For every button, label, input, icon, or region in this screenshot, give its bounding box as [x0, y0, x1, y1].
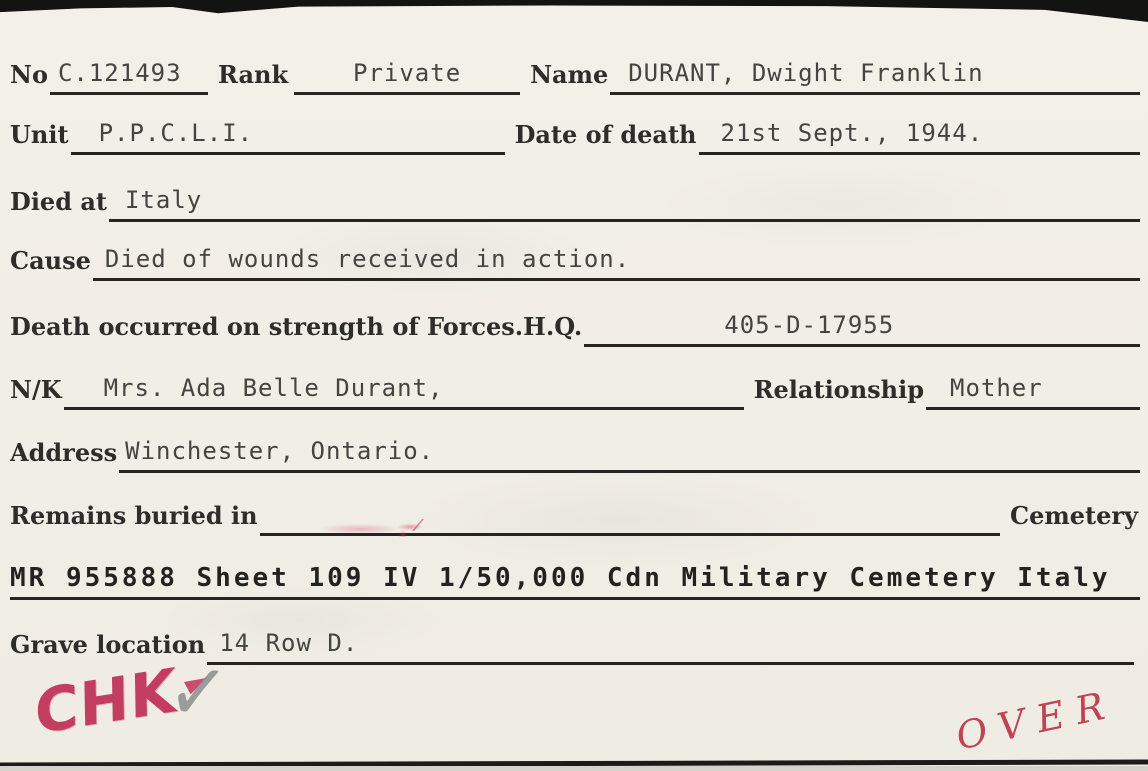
- map-reference-value: MR 955888 Sheet 109 IV 1/50,000 Cdn Military Cemetery Italy: [10, 561, 1140, 600]
- name-label: Name: [530, 60, 609, 89]
- grave-location-value: 14 Row D.: [207, 626, 1134, 665]
- field-row-remains-buried: [10, 496, 1140, 536]
- cause-value: Died of wounds received in action.: [93, 242, 1140, 281]
- remains-buried-label: Remains buried in: [10, 501, 258, 530]
- address-label: Address: [10, 438, 118, 467]
- scan-edge-top: [0, 0, 1148, 22]
- field-row-unit-date: [10, 115, 1140, 155]
- next-of-kin-label: N/K: [10, 375, 62, 404]
- forces-hq-label: Death occurred on strength of Forces.H.Q.: [10, 312, 583, 341]
- field-row-no-rank-name: [10, 55, 1140, 95]
- rank-value: Private: [294, 56, 520, 95]
- address-value: Winchester, Ontario.: [119, 434, 1140, 473]
- died-at-value: Italy: [109, 183, 1140, 222]
- date-of-death-value: 21st Sept., 1944.: [699, 116, 1141, 155]
- rank-label: Rank: [217, 60, 289, 89]
- no-value: C.121493: [50, 56, 208, 95]
- date-of-death-label: Date of death: [514, 120, 697, 149]
- field-row-forces-hq: [10, 307, 1140, 347]
- field-row-address: [10, 433, 1140, 473]
- unit-label: Unit: [10, 120, 69, 149]
- relationship-value: Mother: [926, 371, 1140, 410]
- scan-edge-bottom-paper: [0, 766, 1148, 771]
- field-row-next-of-kin: [10, 370, 1140, 410]
- field-row-map-reference: [10, 560, 1140, 600]
- no-label: No: [10, 60, 48, 89]
- chk-stamp: CHK: [34, 655, 178, 749]
- next-of-kin-value: Mrs. Ada Belle Durant,: [64, 371, 744, 410]
- field-row-died-at: [10, 182, 1140, 222]
- remains-buried-value: [260, 531, 1000, 536]
- red-ink-smudge: [315, 519, 425, 537]
- over-handwriting: OVER: [952, 681, 1121, 759]
- died-at-label: Died at: [10, 187, 107, 216]
- unit-value: P.P.C.L.I.: [71, 116, 505, 155]
- forces-hq-value: 405-D-17955: [584, 308, 1140, 347]
- cause-label: Cause: [10, 246, 91, 275]
- grave-location-label: Grave location: [10, 630, 206, 659]
- pencil-checkmark: ✓: [163, 640, 234, 744]
- name-value: DURANT, Dwight Franklin: [610, 56, 1140, 95]
- cemetery-label: Cemetery: [1010, 501, 1138, 530]
- field-row-cause: [10, 241, 1140, 281]
- relationship-label: Relationship: [753, 375, 924, 404]
